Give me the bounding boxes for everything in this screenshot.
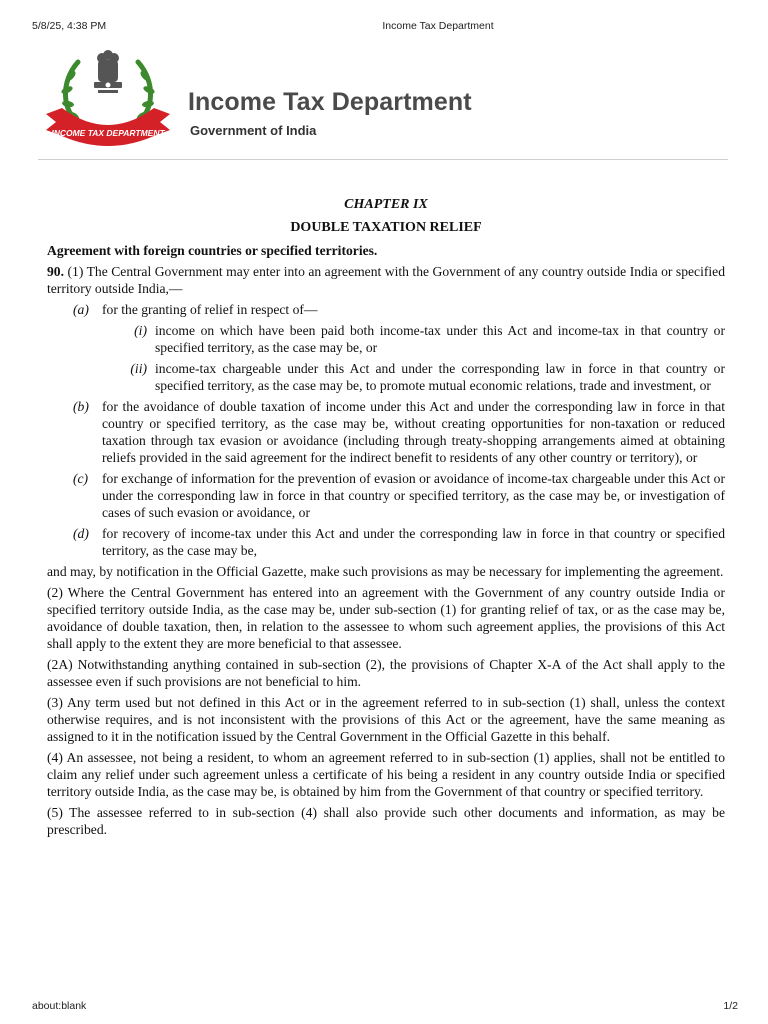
clause-label: (b) (73, 399, 89, 414)
print-datetime: 5/8/25, 4:38 PM (32, 20, 107, 32)
section-number: 90. (47, 264, 64, 279)
subclause-text: income on which have been paid both income-tax under this Act and income-tax in that country or specified territory, as the case may be, or (155, 323, 725, 355)
print-header (0, 0, 768, 40)
subsection-3: (3) Any term used but not defined in this Act or in the agreement referred to in sub-section (1) shall, unless the context otherwise requires, and is not inconsistent with the provisions of this Act or the agreement, have the same meaning as assigned to it in the notification issued by the Central Government in the Official Gazette in this behalf. (47, 695, 725, 744)
brand-subtitle: Government of India (190, 123, 317, 138)
svg-text:INCOME TAX DEPARTMENT: INCOME TAX DEPARTMENT (51, 128, 165, 138)
subsection-2: (2) Where the Central Government has entered into an agreement with the Government of any country outside India or specified territory outside India, as the case may be, under sub-section (1) for granting relief of tax, or as the case may be, avoidance of double taxation, then, in relation to the assessee to whom such agreement applies, the provisions of this Act shall apply to the extent they are more beneficial to that assessee. (47, 585, 725, 651)
subclause-a-ii (47, 360, 725, 394)
subclause-label: (i) (134, 323, 147, 338)
header-divider (38, 159, 728, 160)
clause-text: for recovery of income-tax under this Act and under the corresponding law in force in that country or specified territory, as the case may be, (102, 526, 725, 558)
section-90-text: (1) The Central Government may enter into an agreement with the Government of any country outside India or specified territory outside India,— (47, 264, 725, 296)
clause-label: (d) (73, 526, 89, 541)
print-title: Income Tax Department (382, 20, 494, 32)
emblem-logo (38, 46, 178, 150)
brand-name: Income Tax Department (188, 88, 472, 116)
subclause-label: (ii) (130, 361, 147, 376)
closing-paragraph: and may, by notification in the Official Gazette, make such provisions as may be necessary for implementing the agreement. (47, 564, 724, 579)
subsection-2a: (2A) Notwithstanding anything contained in sub-section (2), the provisions of Chapter X-A of the Act shall apply to the assessee even if such provisions are not beneficial to him. (47, 657, 725, 689)
document-body (47, 196, 725, 842)
subclause-a-i (47, 322, 725, 356)
print-url: about:blank (32, 1000, 87, 1012)
clause-d (47, 525, 725, 559)
section-90-intro (47, 263, 725, 297)
clause-text: for the avoidance of double taxation of income under this Act and under the corresponding law in force in that country or specified territory, as the case may be, without creating opportunities for non-taxation or reduced taxation through tax evasion or avoidance (including through treaty-shopping arrangements aimed at obtaining reliefs provided in the said agreement for the indirect benefit to residents of any other country or territory), or (102, 399, 725, 465)
clause-b (47, 398, 725, 466)
clause-a (47, 301, 725, 318)
page-number: 1/2 (723, 1000, 738, 1012)
section-heading: Agreement with foreign countries or specified territories. (47, 243, 378, 258)
clause-text: for exchange of information for the prevention of evasion or avoidance of income-tax chargeable under this Act or under the corresponding law in force in that country or specified territory, as the case may be, or investigation of cases of such evasion or avoidance, or (102, 471, 725, 520)
subsection-4: (4) An assessee, not being a resident, to whom an agreement referred to in sub-section (1) applies, shall not be entitled to claim any relief under such agreement unless a certificate of his being a resident in any country outside India or specified territory outside India, as the case may be, is obtained by him from the Government of that country or specified territory. (47, 750, 725, 799)
clause-text: for the granting of relief in respect of— (102, 302, 318, 317)
brand-header (38, 46, 738, 156)
clause-label: (a) (73, 302, 89, 317)
subclause-text: income-tax chargeable under this Act and under the corresponding law in force in that country or specified territory, as the case may be, to promote mutual economic relations, trade and investment, or (155, 361, 725, 393)
clause-label: (c) (73, 471, 89, 486)
subsection-5: (5) The assessee referred to in sub-section (4) shall also provide such other documents and information, as may be prescribed. (47, 805, 725, 837)
clause-c (47, 470, 725, 521)
chapter-title: DOUBLE TAXATION RELIEF (290, 220, 482, 235)
print-footer (0, 994, 768, 1024)
chapter-number: CHAPTER IX (344, 197, 428, 212)
